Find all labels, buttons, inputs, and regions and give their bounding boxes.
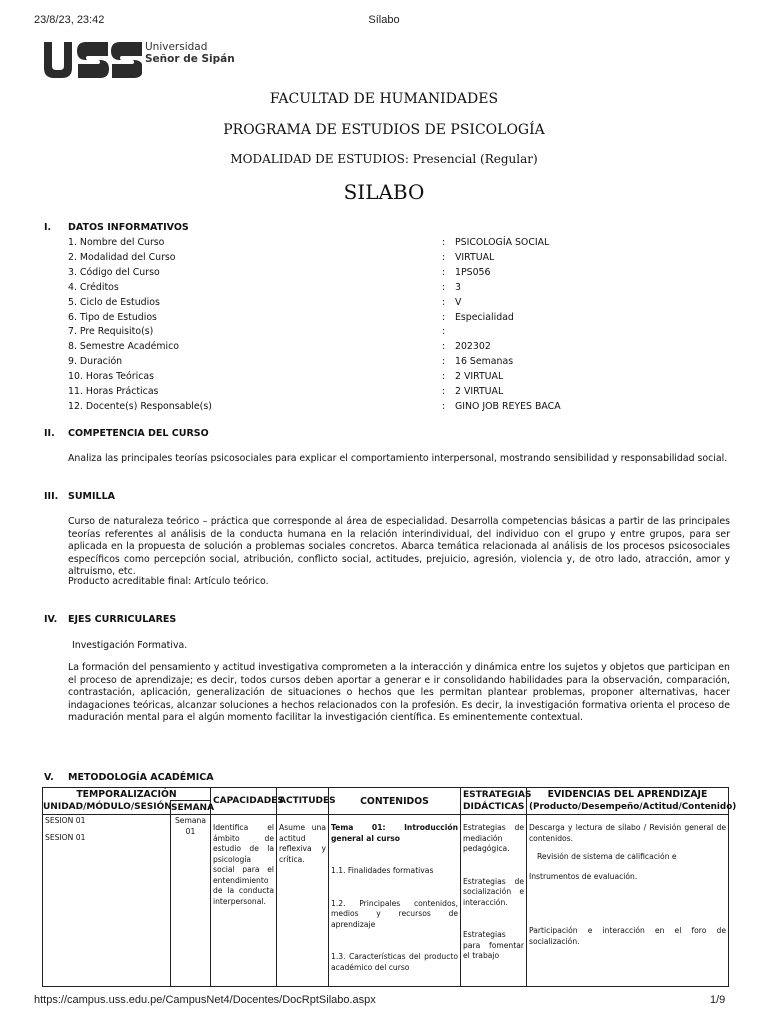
logo-text <box>145 41 235 65</box>
producto-acreditable: Producto acreditable final: Artículo teórico. <box>68 576 269 587</box>
info-colon: : <box>442 281 446 293</box>
contenido-item: 1.2. Principales contenidos, medios y recursos de aprendizaje <box>331 898 458 929</box>
ejes-heading: Investigación Formativa. <box>72 640 188 651</box>
info-label: 6. Tipo de Estudios <box>68 311 157 323</box>
methodology-table <box>42 787 737 987</box>
info-value: 3 <box>455 281 461 293</box>
header-evidencias-subtitle: (Producto/Desempeño/Actitud/Contenido) <box>529 802 737 812</box>
info-colon: : <box>442 266 446 278</box>
cell-capacidad: Identifica el ámbito de estudio de la psicología social para el entendimiento de la conducta interpersonal. <box>211 815 277 987</box>
ejes-paragraph: La formación del pensamiento y actitud investigativa comprometen a la interacción y dinámica entre los sujetos y objetos que participan en el proceso de aprendizaje; es decir, todos cursos deben aportar a generar e ir consolidando habilidades para la observación, comparación, contrastación, aplicación, generalización de situaciones o hechos que les permitan plantear problemas, proponer alternativas, hacer indagaciones teóricas, alcanzar soluciones a hechos relacionados con la profesión. Es decir, la investigación formativa orienta el proceso de maduración mental para el algún momento facilitar la investigación científica. Es eminentemente contextual. <box>68 662 730 724</box>
info-colon: : <box>442 341 446 353</box>
info-value: 16 Semanas <box>455 356 514 368</box>
print-page: 1/9 <box>710 994 726 1006</box>
info-colon: : <box>442 371 446 383</box>
info-label: 1. Nombre del Curso <box>68 237 165 248</box>
info-value: 202302 <box>455 341 491 353</box>
info-value: 2 VIRTUAL <box>455 386 504 397</box>
info-colon: : <box>442 251 446 263</box>
evidencia-item: Participación e interacción en el foro de socialización. <box>529 926 726 946</box>
cell-contenidos <box>329 815 461 987</box>
competencia-text: Analiza las principales teorías psicosociales para explicar el comportamiento interpersonal, mostrando sensibilidad y responsabilidad social. <box>68 453 728 464</box>
info-value: PSICOLOGÍA SOCIAL <box>455 237 550 248</box>
sumilla-paragraph: Curso de naturaleza teórico – práctica que corresponde al área de especialidad. Desarrolla competencias básicas a partir de las principales teorías referentes al análisis de la conducta humana en la relación interindividual, del individuo con el grupo y entre grupos, para ser aplicada en la propuesta de solución a problemas sociales concretos. Abarca temática relacionada al análisis de los procesos psicosociales específicos como percepción social, atribución, conflicto social, actitudes, prejuicio, agresión, violencia y, de otro lado, atracción, amor y altruismo, etc. <box>68 516 730 578</box>
section-2-number: II. <box>44 428 55 439</box>
info-colon: : <box>442 311 446 323</box>
info-value: 1PS056 <box>455 266 491 278</box>
info-label: 3. Código del Curso <box>68 266 160 278</box>
doc-title: SILABO <box>343 180 425 204</box>
section-3-number: III. <box>44 491 59 502</box>
info-value: VIRTUAL <box>455 251 495 263</box>
section-4-title: EJES CURRICULARES <box>68 614 177 625</box>
sesion-label-a: SESION 01 <box>45 816 86 825</box>
section-1-number: I. <box>44 222 52 233</box>
section-2-title: COMPETENCIA DEL CURSO <box>68 428 209 439</box>
uss-logo-mark <box>42 42 142 78</box>
info-label: 7. Pre Requisito(s) <box>68 326 154 338</box>
tema-title: Tema 01: Introducción general al curso <box>331 823 458 843</box>
header-unidad: UNIDAD/MÓDULO/SESIÓN <box>43 801 171 815</box>
print-title: Sílabo <box>368 14 400 26</box>
header-evidencias-title: EVIDENCIAS DEL APRENDIZAJE <box>547 789 708 800</box>
section-5-title: METODOLOGÍA ACADÉMICA <box>68 772 214 783</box>
program-title: PROGRAMA DE ESTUDIOS DE PSICOLOGÍA <box>223 122 545 138</box>
estrategia-item: Estrategias de mediación pedagógica. <box>463 823 524 853</box>
semana-label: Semana <box>174 816 206 825</box>
header-estrategias: ESTRATEGIAS DIDÁCTICAS <box>461 788 527 815</box>
section-5-number: V. <box>44 772 54 783</box>
cell-actitud: Asume una actitud reflexiva y crítica. <box>277 815 329 987</box>
info-value: V <box>455 296 462 308</box>
semana-number: 01 <box>185 826 196 836</box>
header-capacidades: CAPACIDADES <box>211 788 277 815</box>
info-colon: : <box>442 356 446 368</box>
contenido-item: 1.3. Características del producto académico del curso <box>331 952 458 972</box>
info-value: Especialidad <box>455 311 514 323</box>
logo-line2: Señor de Sipán <box>145 53 235 65</box>
evidencia-item: Revisión de sistema de calificación e <box>537 852 677 861</box>
info-label: 8. Semestre Académico <box>68 341 179 353</box>
info-colon: : <box>442 296 446 308</box>
header-actitudes: ACTITUDES <box>277 788 329 815</box>
info-label: 4. Créditos <box>68 281 119 293</box>
info-label: 2. Modalidad del Curso <box>68 251 176 263</box>
evidencia-item: Instrumentos de evaluación. <box>529 871 638 881</box>
info-colon: : <box>442 400 446 412</box>
section-3-title: SUMILLA <box>68 491 116 502</box>
section-4-number: IV. <box>44 614 58 625</box>
cell-semana <box>171 815 211 987</box>
evidencia-item: Descarga y lectura de sílabo / Revisión general de contenidos. <box>529 823 726 843</box>
cell-sesion <box>43 815 171 987</box>
estrategia-item: Estrategias para fomentar el trabajo <box>463 930 524 960</box>
info-label: 9. Duración <box>68 356 123 368</box>
info-label: 10. Horas Teóricas <box>68 371 155 383</box>
estrategia-item: Estrategias de socialización e interacción. <box>463 876 524 907</box>
faculty-title: FACULTAD DE HUMANIDADES <box>269 91 499 107</box>
info-value: GINO JOB REYES BACA <box>455 400 561 412</box>
header-semana: SEMANA <box>171 802 215 813</box>
section-1-title: DATOS INFORMATIVOS <box>68 222 189 233</box>
info-colon: : <box>442 326 446 338</box>
header-temporalizacion: TEMPORALIZACIÓN <box>43 788 211 801</box>
info-label: 5. Ciclo de Estudios <box>68 296 160 308</box>
info-label: 12. Docente(s) Responsable(s) <box>68 400 212 412</box>
header-contenidos: CONTENIDOS <box>329 788 461 815</box>
modality-title: MODALIDAD DE ESTUDIOS: Presencial (Regular) <box>230 152 538 166</box>
cell-estrategias <box>461 815 527 987</box>
contenido-item: 1.1. Finalidades formativas <box>331 866 434 875</box>
cell-evidencias <box>527 815 729 987</box>
sesion-label-b: SESION 01 <box>45 832 86 842</box>
info-colon: : <box>442 386 446 397</box>
print-datetime: 23/8/23, 23:42 <box>34 14 105 26</box>
print-url: https://campus.uss.edu.pe/CampusNet4/Docentes/DocRptSilabo.aspx <box>34 994 376 1006</box>
info-value: 2 VIRTUAL <box>455 371 504 383</box>
logo-line1: Universidad <box>145 41 208 53</box>
info-label: 11. Horas Prácticas <box>68 386 159 397</box>
header-evidencias <box>527 788 737 815</box>
uss-logo <box>42 42 142 82</box>
info-colon: : <box>442 237 446 248</box>
